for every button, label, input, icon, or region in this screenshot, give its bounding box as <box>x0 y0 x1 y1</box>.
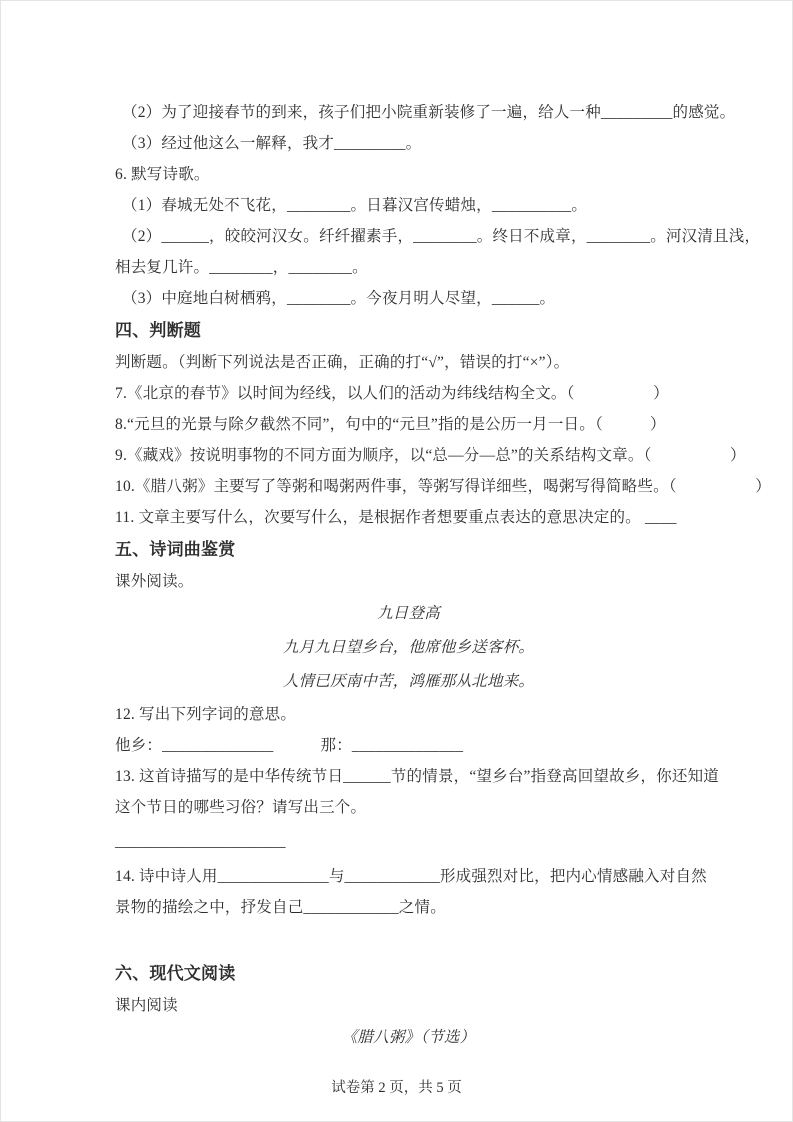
text-line: 8.“元旦的光景与除夕截然不同”，句中的“元旦”指的是公历一月一日。（ ） <box>115 416 666 433</box>
section-heading: 五、诗词曲鉴赏 <box>115 540 236 559</box>
poem-line: 人情已厌南中苦，鸿雁那从北地来。 <box>282 673 535 690</box>
text-line: 13. 这首诗描写的是中华传统节日______节的情景，“望乡台”指登高回望故乡，你还知道 <box>115 768 720 785</box>
text-line: 相去复几许。________，________。 <box>115 259 368 276</box>
section-heading: 六、现代文阅读 <box>115 964 236 983</box>
answer-blank-line: ______________________ <box>115 833 286 850</box>
text-line: 9.《藏戏》按说明事物的不同方面为顺序，以“总—分—总”的关系结构文章。（ ） <box>115 447 746 464</box>
text-line: （2）______，皎皎河汉女。纤纤擢素手，________。终日不成章，________。河汉清且浅， <box>122 228 761 245</box>
text-line: 10.《腊八粥》主要写了等粥和喝粥两件事，等粥写得详细些，喝粥写得简略些。（ ） <box>115 478 771 495</box>
text-line: 景物的描绘之中，抒发自己____________之情。 <box>115 899 446 916</box>
text-line: 12. 写出下列字词的意思。 <box>115 706 297 723</box>
text-line: 他乡：______________ 那：______________ <box>115 737 464 754</box>
text-line: 14. 诗中诗人用______________与____________形成强烈对比，把内心情感融入对自然 <box>115 868 707 885</box>
poem-line: 《腊八粥》（节选） <box>341 1029 476 1046</box>
text-line: 判断题。（判断下列说法是否正确，正确的打“√”，错误的打“×”）。 <box>115 354 570 371</box>
text-line: （3）中庭地白树栖鸦，________。今夜月明人尽望，______。 <box>122 290 556 307</box>
document-content <box>1 1 792 1055</box>
poem-line: 九月九日望乡台，他席他乡送客杯。 <box>282 639 535 656</box>
text-line: 6. 默写诗歌。 <box>115 166 210 183</box>
text-line: 课内阅读 <box>115 997 178 1014</box>
text-line: 课外阅读。 <box>115 573 194 590</box>
text-line: （2）为了迎接春节的到来，孩子们把小院重新装修了一遍，给人一种_________的感觉。 <box>122 104 736 121</box>
text-line: （1）春城无处不飞花，________。日暮汉宫传蜡烛，__________。 <box>122 197 588 214</box>
text-line: 这个节日的哪些习俗？请写出三个。 <box>115 799 367 816</box>
text-line: （3）经过他这么一解释，我才_________。 <box>122 135 422 152</box>
poem-line: 九日登高 <box>377 605 440 622</box>
section-heading: 四、判断题 <box>115 321 201 340</box>
text-line: 7.《北京的春节》以时间为经线，以人们的活动为纬线结构全文。（ ） <box>115 385 669 402</box>
page-footer: 试卷第 2 页，共 5 页 <box>331 1080 462 1096</box>
text-line: 11. 文章主要写什么，次要写什么，是根据作者想要重点表达的意思决定的。 ____ <box>115 509 677 526</box>
